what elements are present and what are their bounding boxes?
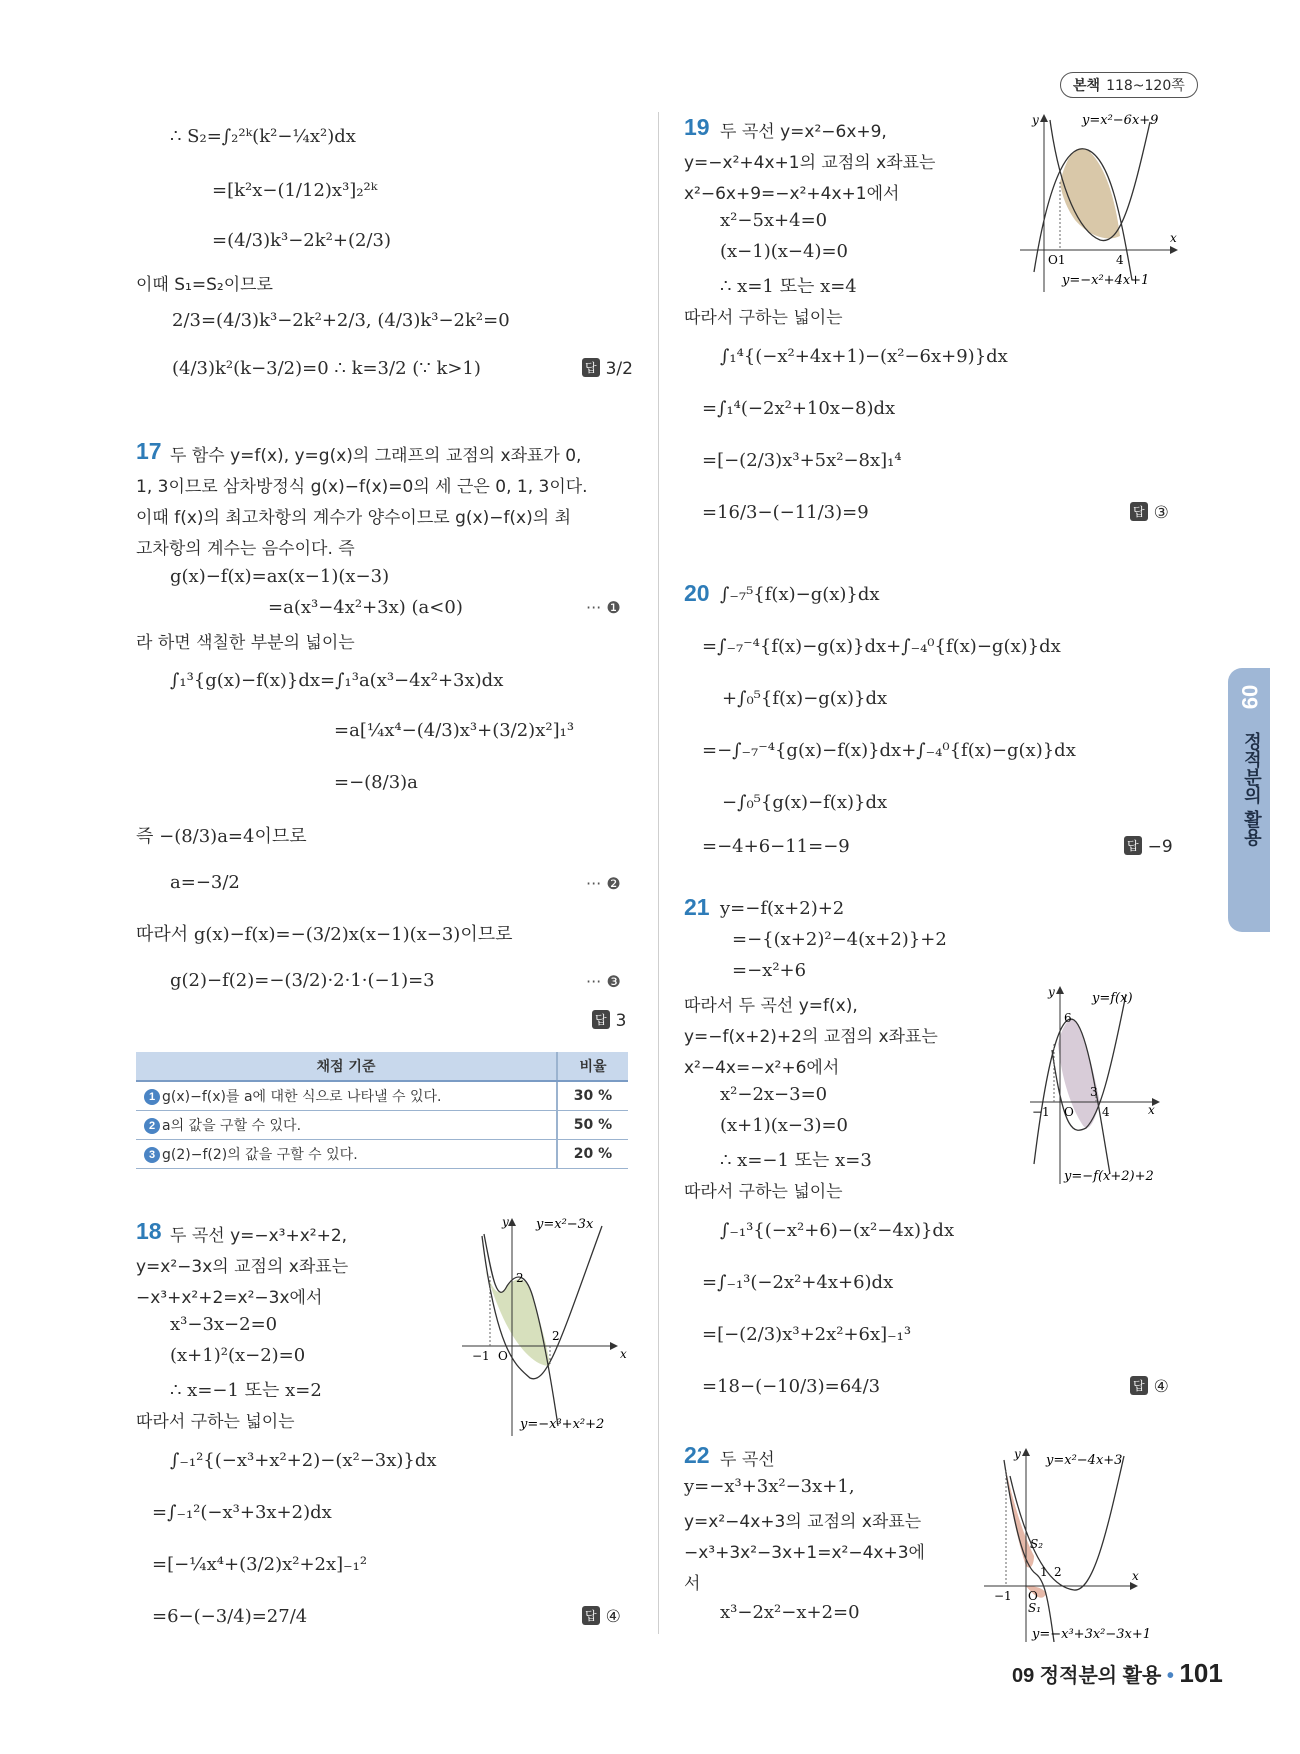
svg-text:y: y (1032, 113, 1039, 127)
table-row: 1 g(x)−f(x)를 a에 대한 식으로 나타낼 수 있다. 30 % (136, 1081, 628, 1111)
s18-eq6: =[−¼x⁴+(3/2)x²+2x]₋₁² (152, 1554, 368, 1575)
table-row: 3 g(2)−f(2)의 값을 구할 수 있다. 20 % (136, 1140, 628, 1169)
s17-para3: 이때 f(x)의 최고차항의 계수가 양수이므로 g(x)−f(x)의 최 (136, 508, 571, 528)
s18-eq2: (x+1)²(x−2)=0 (170, 1345, 306, 1366)
s18-eq7: =6−(−3/4)=27/4 (152, 1606, 308, 1627)
svg-text:x: x (1132, 1569, 1139, 1583)
s16-line4: 이때 S₁=S₂이므로 (136, 275, 273, 295)
svg-text:−1: −1 (1032, 1105, 1050, 1119)
label-s2: S₂ (1030, 1537, 1044, 1551)
s17-para1: 두 함수 y=f(x), y=g(x)의 그래프의 교점의 x좌표가 0, (170, 446, 582, 466)
s20-answer: 답 −9 (1124, 836, 1173, 857)
s20-eq1: ∫₋₇⁵{f(x)−g(x)}dx (720, 584, 880, 605)
column-divider (658, 112, 659, 1634)
s19-eq5: =∫₁⁴(−2x²+10x−8)dx (702, 398, 896, 419)
s16-line3: =(4/3)k³−2k²+(2/3) (212, 230, 391, 251)
grading-criteria-table (136, 1052, 628, 1169)
label-f-22: y=x²−4x+3 (1046, 1453, 1123, 1468)
s17-eq6: a=−3/2 (170, 872, 240, 893)
s16-line6: (4/3)k²(k−3/2)=0 ∴ k=3/2 (∵ k>1) (172, 358, 481, 379)
s18-answer: 답 ④ (582, 1606, 621, 1627)
step-marker-2: ··· ❷ (586, 874, 621, 893)
book-label: 본책 (1073, 78, 1101, 94)
s19-eq1: x²−5x+4=0 (720, 210, 828, 231)
problem-22-number: 22 (684, 1442, 710, 1468)
s21-eq10: =18−(−10/3)=64/3 (702, 1376, 881, 1397)
s16-line5: 2/3=(4/3)k³−2k²+2/3, (4/3)k³−2k²=0 (172, 310, 510, 331)
label-f-18: y=x²−3x (536, 1217, 594, 1232)
s17-para5: 라 하면 색칠한 부분의 넓이는 (136, 633, 355, 653)
s19-answer: 답 ③ (1130, 502, 1169, 523)
page-footer (1012, 1658, 1223, 1689)
s21-eq4: x²−2x−3=0 (720, 1084, 828, 1105)
graph-18 (462, 1216, 632, 1436)
s19-para1: 두 곡선 y=x²−6x+9, (720, 122, 887, 142)
svg-text:O: O (1028, 1589, 1038, 1603)
problem-20-number: 20 (684, 580, 710, 606)
s21-para1: 따라서 두 곡선 y=f(x), (684, 996, 858, 1016)
page-range-badge (1060, 72, 1198, 98)
s21-answer: 답 ④ (1130, 1376, 1169, 1397)
s22-para3: y=x²−4x+3의 교점의 x좌표는 (684, 1512, 922, 1532)
s19-eq4: ∫₁⁴{(−x²+4x+1)−(x²−6x+9)}dx (720, 346, 1008, 367)
s17-eq4: =a[¼x⁴−(4/3)x³+(3/2)x²]₁³ (334, 720, 575, 741)
s17-para6: 즉 −(8/3)a=4이므로 (136, 826, 307, 847)
s19-para3: x²−6x+9=−x²+4x+1에서 (684, 184, 900, 204)
step-marker-1: ··· ❶ (586, 598, 621, 617)
s17-eq7: g(2)−f(2)=−(3/2)·2·1·(−1)=3 (170, 970, 435, 991)
svg-text:4: 4 (1116, 253, 1124, 267)
s17-eq3: ∫₁³{g(x)−f(x)}dx=∫₁³a(x³−4x²+3x)dx (170, 670, 504, 691)
footer-chapter: 09 정적분의 활용 (1012, 1665, 1162, 1687)
s21-para4: 따라서 구하는 넓이는 (684, 1182, 843, 1202)
svg-text:y: y (1014, 1447, 1021, 1461)
svg-text:y: y (502, 1216, 509, 1229)
graph-19 (1020, 112, 1182, 292)
s21-eq7: ∫₋₁³{(−x²+6)−(x²−4x)}dx (720, 1220, 955, 1241)
s21-eq8: =∫₋₁³(−2x²+4x+6)dx (702, 1272, 894, 1293)
svg-text:1: 1 (1040, 1565, 1048, 1579)
s19-para2: y=−x²+4x+1의 교점의 x좌표는 (684, 153, 936, 173)
s17-para7: 따라서 g(x)−f(x)=−(3/2)x(x−1)(x−3)이므로 (136, 924, 513, 945)
s19-eq6: =[−(2/3)x³+5x²−8x]₁⁴ (702, 450, 902, 471)
problem-19-number: 19 (684, 114, 710, 140)
s20-eq4: =−∫₋₇⁻⁴{g(x)−f(x)}dx+∫₋₄⁰{f(x)−g(x)}dx (702, 740, 1076, 761)
curve-parabola-22 (1010, 1456, 1124, 1590)
s17-para2: 1, 3이므로 삼차방정식 g(x)−f(x)=0의 세 근은 0, 1, 3이다. (136, 477, 588, 497)
table-row: 2 a의 값을 구할 수 있다. 50 % (136, 1111, 628, 1140)
label-f-21: y=f(x) (1092, 991, 1133, 1006)
svg-text:x: x (620, 1347, 627, 1361)
svg-text:2: 2 (516, 1271, 524, 1285)
svg-text:2: 2 (1054, 1565, 1062, 1579)
label-g-19: y=−x²+4x+1 (1062, 273, 1150, 288)
s19-para4: 따라서 구하는 넓이는 (684, 308, 843, 328)
s16-line2: =[k²x−(1/12)x³]₂²ᵏ (212, 180, 378, 201)
s21-eq9: =[−(2/3)x³+2x²+6x]₋₁³ (702, 1324, 912, 1345)
table-header-criteria: 채점 기준 (136, 1052, 557, 1081)
s18-para3: −x³+x²+2=x²−3x에서 (136, 1288, 323, 1308)
page-number: 101 (1179, 1658, 1223, 1688)
s18-eq1: x³−3x−2=0 (170, 1314, 278, 1335)
s21-para3: x²−4x=−x²+6에서 (684, 1058, 840, 1078)
label-s1: S₁ (1028, 1601, 1042, 1615)
problem-17-number: 17 (136, 438, 162, 464)
problem-18-number: 18 (136, 1218, 162, 1244)
s18-eq5: =∫₋₁²(−x³+3x+2)dx (152, 1502, 332, 1523)
shaded-region-19 (1060, 148, 1120, 238)
s21-para2: y=−f(x+2)+2의 교점의 x좌표는 (684, 1027, 938, 1047)
label-f-19: y=x²−6x+9 (1082, 113, 1159, 128)
s20-eq3: +∫₀⁵{f(x)−g(x)}dx (722, 688, 888, 709)
page-range: 118~120쪽 (1106, 78, 1185, 94)
chapter-number: 09 (1237, 684, 1262, 710)
s18-para1: 두 곡선 y=−x³+x²+2, (170, 1226, 348, 1246)
label-g-18: y=−x³+x²+2 (520, 1417, 605, 1432)
s21-eq3: =−x²+6 (732, 960, 807, 981)
svg-text:3: 3 (1090, 1085, 1098, 1099)
svg-text:−1: −1 (994, 1589, 1012, 1603)
s22-para5: 서 (684, 1574, 701, 1594)
label-g-22: y=−x³+3x²−3x+1 (1032, 1627, 1152, 1642)
s22-para4: −x³+3x²−3x+1=x²−4x+3에 (684, 1543, 925, 1563)
s20-eq5: −∫₀⁵{g(x)−f(x)}dx (722, 792, 888, 813)
s21-eq1: y=−f(x+2)+2 (720, 898, 845, 919)
s22-para1: 두 곡선 (720, 1450, 775, 1470)
svg-text:6: 6 (1064, 1011, 1072, 1025)
s19-eq3: ∴ x=1 또는 x=4 (720, 276, 857, 297)
svg-text:x: x (1170, 231, 1177, 245)
graph-21 (1030, 984, 1186, 1184)
chapter-side-tab (1228, 668, 1270, 932)
problem-21-number: 21 (684, 894, 710, 920)
svg-text:O1: O1 (1048, 253, 1066, 267)
svg-text:2: 2 (552, 1329, 560, 1343)
s20-eq6: =−4+6−11=−9 (702, 836, 850, 857)
s18-para4: 따라서 구하는 넓이는 (136, 1412, 295, 1432)
s21-eq6: ∴ x=−1 또는 x=3 (720, 1150, 872, 1171)
s20-eq2: =∫₋₇⁻⁴{f(x)−g(x)}dx+∫₋₄⁰{f(x)−g(x)}dx (702, 636, 1061, 657)
shaded-region-s2 (1006, 1470, 1034, 1568)
svg-text:x: x (1148, 1103, 1155, 1117)
svg-text:−1: −1 (472, 1349, 490, 1363)
s21-eq5: (x+1)(x−3)=0 (720, 1115, 848, 1136)
s18-para2: y=x²−3x의 교점의 x좌표는 (136, 1257, 349, 1277)
s22-eq1: x³−2x²−x+2=0 (720, 1602, 860, 1623)
s19-eq2: (x−1)(x−4)=0 (720, 241, 848, 262)
s18-eq3: ∴ x=−1 또는 x=2 (170, 1380, 322, 1401)
s19-eq7: =16/3−(−11/3)=9 (702, 502, 869, 523)
s17-eq5: =−(8/3)a (334, 772, 418, 793)
s16-answer: 답 3/2 (582, 358, 633, 379)
svg-text:O: O (498, 1349, 508, 1363)
s16-line1: ∴ S₂=∫₂²ᵏ(k²−¼x²)dx (170, 126, 356, 147)
chapter-title: 정적분의 활용 (1241, 732, 1262, 847)
svg-text:4: 4 (1102, 1105, 1110, 1119)
s21-eq2: =−{(x+2)²−4(x+2)}+2 (732, 929, 947, 950)
s17-eq1: g(x)−f(x)=ax(x−1)(x−3) (170, 566, 390, 587)
graph-22 (984, 1446, 1184, 1642)
svg-text:y: y (1048, 985, 1055, 999)
table-header-rate: 비율 (557, 1052, 628, 1081)
s17-para4: 고차항의 계수는 음수이다. 즉 (136, 539, 355, 559)
s17-answer: 답 3 (592, 1010, 626, 1031)
s17-eq2: =a(x³−4x²+3x) (a<0) (268, 597, 463, 618)
s22-para2: y=−x³+3x²−3x+1, (684, 1476, 855, 1497)
label-g-21: y=−f(x+2)+2 (1064, 1169, 1154, 1184)
footer-bullet: • (1166, 1665, 1174, 1687)
svg-text:O: O (1064, 1105, 1074, 1119)
step-marker-3: ··· ❸ (586, 972, 621, 991)
s18-eq4: ∫₋₁²{(−x³+x²+2)−(x²−3x)}dx (170, 1450, 437, 1471)
